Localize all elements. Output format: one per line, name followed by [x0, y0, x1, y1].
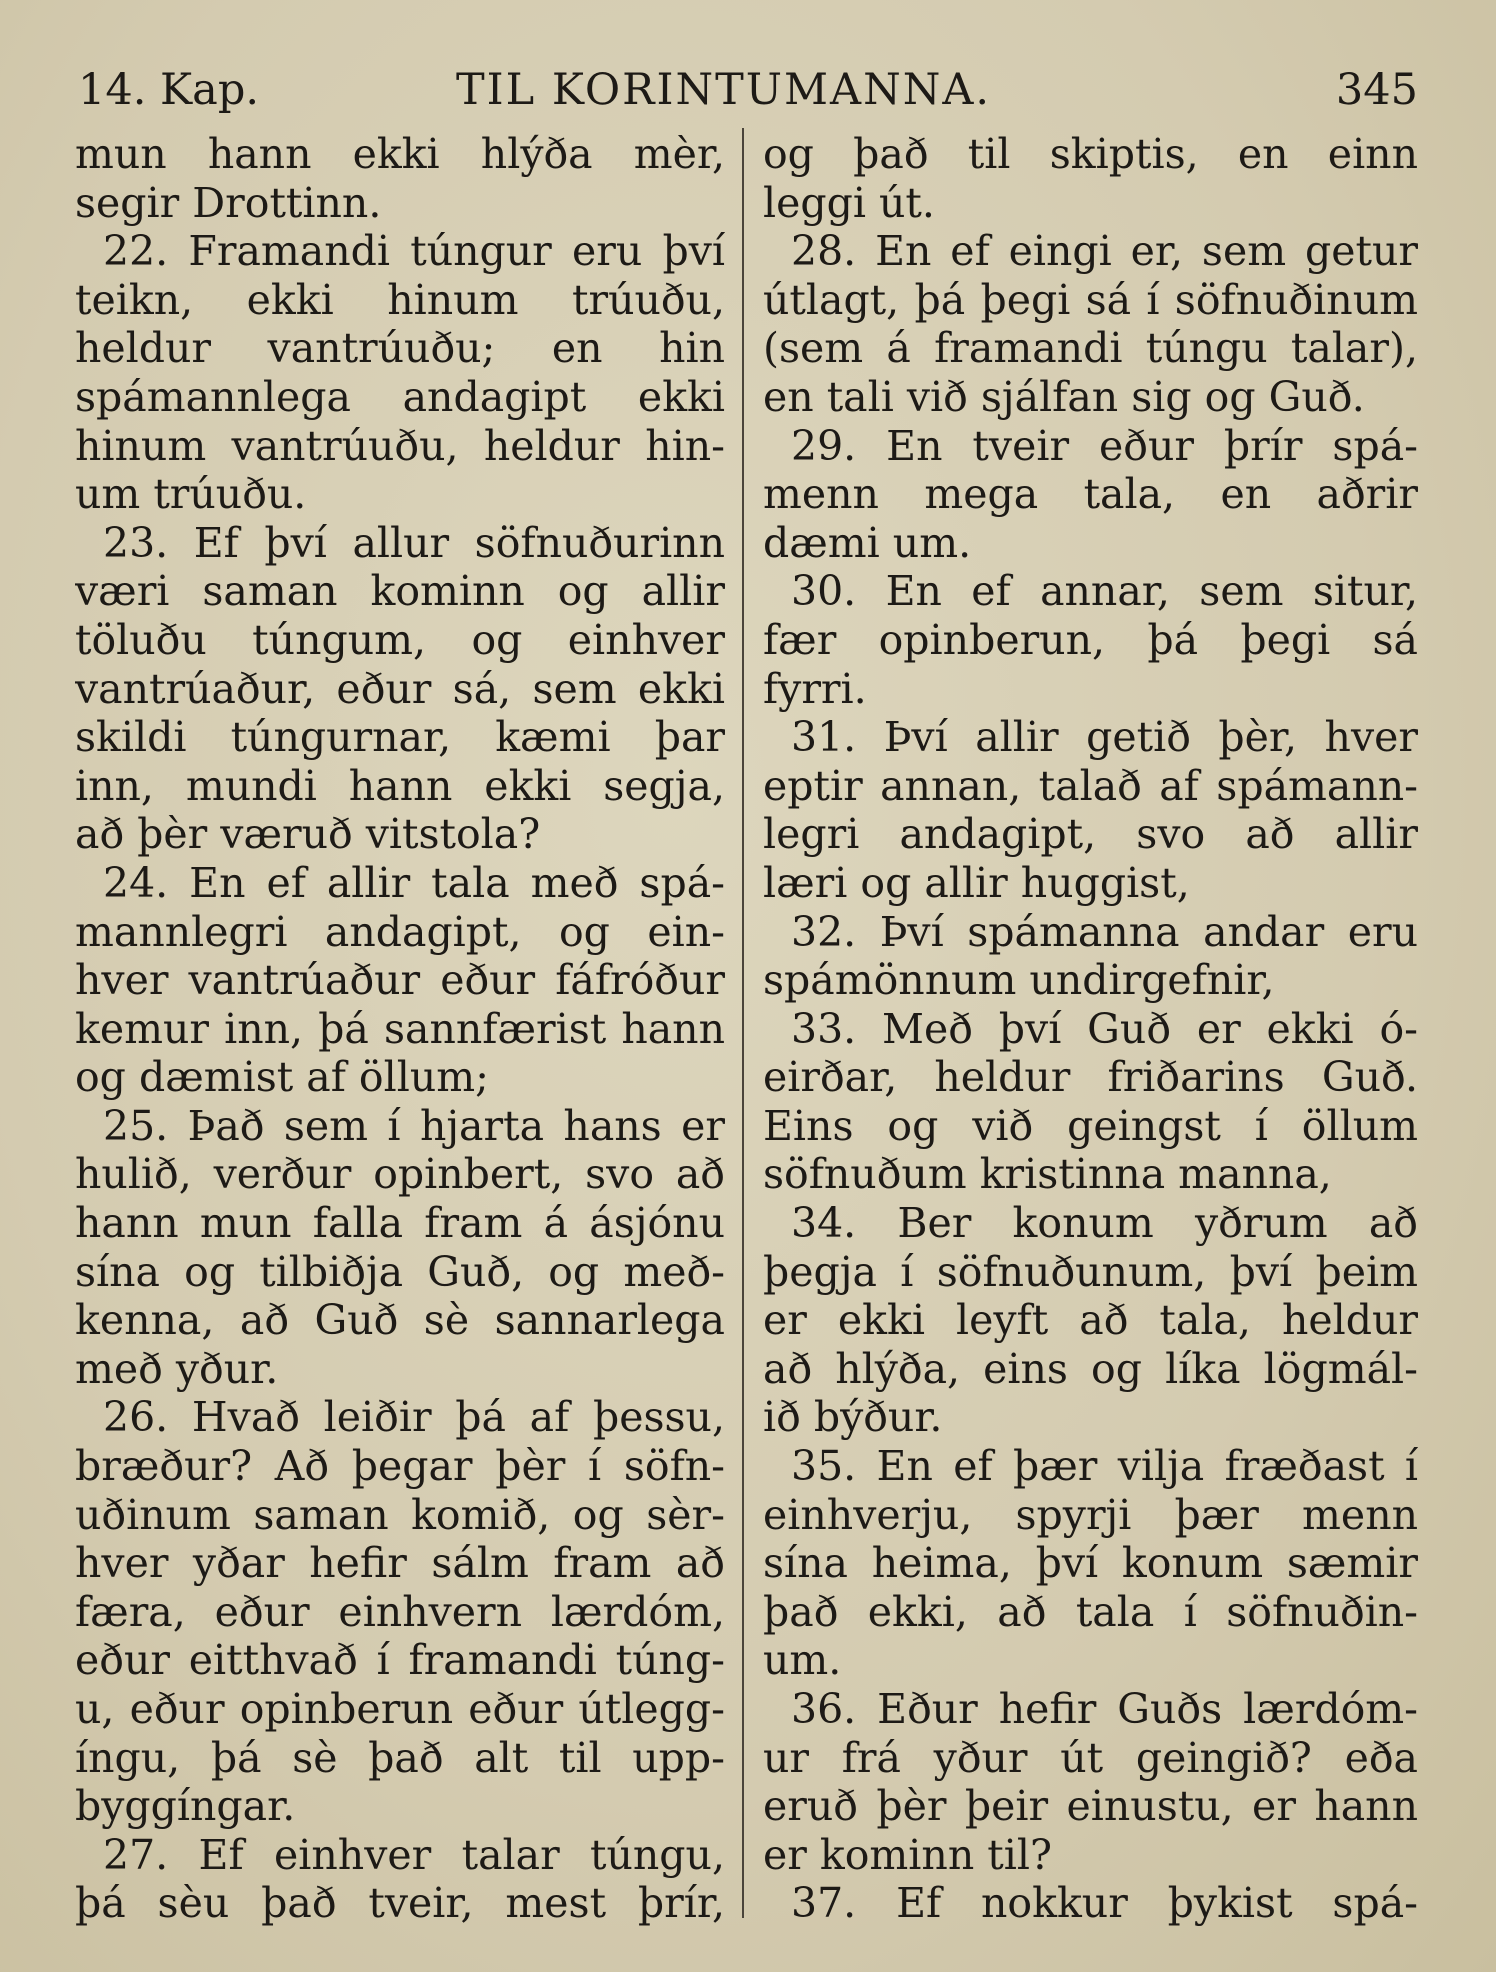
text-line: 26. Hvað leiðir þá af þessu, [103, 1393, 725, 1442]
text-line: 30. En ef annar, sem situr, [791, 567, 1418, 616]
page-number: 345 [1335, 65, 1418, 115]
text-line: 23. Ef því allur söfnuðurinn [103, 518, 725, 567]
text-line: spámönnum undirgefnir, [763, 956, 1275, 1005]
text-line: skildi túngurnar, kæmi þar [75, 713, 725, 762]
column-divider [742, 128, 744, 1918]
text-line: en tali við sjálfan sig og Guð. [763, 372, 1365, 421]
text-line: 25. Það sem í hjarta hans er [103, 1101, 725, 1150]
text-line: einhverju, spyrji þær menn [763, 1490, 1418, 1539]
text-line: inn, mundi hann ekki segja, [75, 761, 725, 810]
text-line: og það til skiptis, en einn [763, 130, 1418, 178]
text-line: fyrri. [763, 664, 867, 713]
text-line: að þèr væruð vitstola? [75, 810, 541, 859]
text-line: færa, eður einhvern lærdóm, [75, 1587, 725, 1636]
text-line: þegja í söfnuðunum, því þeim [763, 1247, 1418, 1296]
right-text-column [763, 130, 1418, 1928]
text-line: fær opinberun, þá þegi sá [763, 615, 1418, 664]
running-title: TIL KORINTUMANNA. [456, 65, 992, 115]
text-line: spámannlega andagipt ekki [75, 372, 725, 421]
text-line: u, eður opinberun eður útlegg- [75, 1685, 725, 1733]
text-line: væri saman kominn og allir [75, 567, 725, 616]
text-line: kemur inn, þá sannfærist hann [75, 1004, 725, 1053]
text-line: söfnuðum kristinna manna, [763, 1150, 1332, 1199]
text-line: töluðu túngum, og einhver [75, 615, 725, 664]
text-line: leggi út. [763, 178, 935, 227]
text-line: eirðar, heldur friðarins Guð. [763, 1053, 1418, 1102]
text-line: um. [763, 1636, 842, 1685]
text-line: vantrúaður, eður sá, sem ekki [75, 664, 725, 713]
chapter-label: 14. Kap. [78, 65, 260, 115]
text-line: heldur vantrúuðu; en hin [75, 324, 725, 373]
text-line: eptir annan, talað af spámann- [763, 761, 1418, 810]
text-line: ur frá yður út geingið? eða [763, 1733, 1418, 1782]
text-line: 32. Því spámanna andar eru [791, 907, 1418, 956]
text-line: segir Drottinn. [75, 178, 382, 227]
text-line: 34. Ber konum yðrum að [791, 1199, 1418, 1248]
text-line: 37. Ef nokkur þykist spá- [791, 1879, 1418, 1928]
text-line: læri og allir huggist, [763, 858, 1190, 907]
text-line: sína heima, því konum sæmir [763, 1539, 1418, 1588]
text-line: eruð þèr þeir einustu, er hann [763, 1782, 1418, 1831]
text-line: íngu, þá sè það alt til upp- [75, 1733, 725, 1782]
text-line: dæmi um. [763, 518, 972, 567]
text-line: hver vantrúaður eður fáfróður [75, 956, 725, 1005]
text-line: 27. Ef einhver talar túngu, [103, 1830, 725, 1879]
text-line: hver yðar hefir sálm fram að [75, 1539, 725, 1588]
text-line: hinum vantrúuðu, heldur hin- [75, 421, 725, 470]
text-line: 29. En tveir eður þrír spá- [791, 421, 1418, 470]
text-line: 36. Eður hefir Guðs lærdóm- [791, 1685, 1418, 1733]
text-line: 24. En ef allir tala með spá- [103, 858, 725, 907]
text-line: sína og tilbiðja Guð, og með- [75, 1247, 725, 1296]
text-line: hann mun falla fram á ásjónu [75, 1199, 725, 1248]
text-line: 28. En ef eingi er, sem getur [791, 227, 1418, 276]
text-line: og dæmist af öllum; [75, 1053, 489, 1102]
text-line: með yður. [75, 1344, 279, 1393]
text-line: 22. Framandi túngur eru því [103, 227, 725, 276]
text-line: uðinum saman komið, og sèr- [75, 1490, 725, 1539]
text-line: að hlýða, eins og líka lögmál- [763, 1344, 1418, 1393]
text-line: þá sèu það tveir, mest þrír, [75, 1879, 725, 1928]
text-line: menn mega tala, en aðrir [763, 470, 1418, 519]
text-line: byggíngar. [75, 1782, 296, 1831]
text-line: legri andagipt, svo að allir [763, 810, 1418, 859]
text-line: hulið, verður opinbert, svo að [75, 1150, 725, 1199]
text-line: er kominn til? [763, 1830, 1052, 1879]
text-line: 31. Því allir getið þèr, hver [791, 713, 1418, 762]
text-line: eður eitthvað í framandi túng- [75, 1636, 725, 1685]
text-line: (sem á framandi túngu talar), [763, 324, 1418, 373]
text-line: mun hann ekki hlýða mèr, [75, 130, 725, 178]
text-line: 35. En ef þær vilja fræðast í [791, 1442, 1418, 1491]
text-line: það ekki, að tala í söfnuðin- [763, 1587, 1418, 1636]
text-line: teikn, ekki hinum trúuðu, [75, 275, 725, 324]
text-line: kenna, að Guð sè sannarlega [75, 1296, 725, 1345]
text-line: mannlegri andagipt, og ein- [75, 907, 725, 956]
text-line: ið býður. [763, 1393, 943, 1442]
text-line: bræður? Að þegar þèr í söfn- [75, 1442, 725, 1491]
text-line: er ekki leyft að tala, heldur [763, 1296, 1418, 1345]
text-line: um trúuðu. [75, 470, 307, 519]
text-line: útlagt, þá þegi sá í söfnuðinum [763, 275, 1418, 324]
text-line: 33. Með því Guð er ekki ó- [791, 1004, 1418, 1053]
left-text-column [75, 130, 725, 1928]
running-header [78, 62, 1418, 118]
text-line: Eins og við geingst í öllum [763, 1101, 1418, 1150]
